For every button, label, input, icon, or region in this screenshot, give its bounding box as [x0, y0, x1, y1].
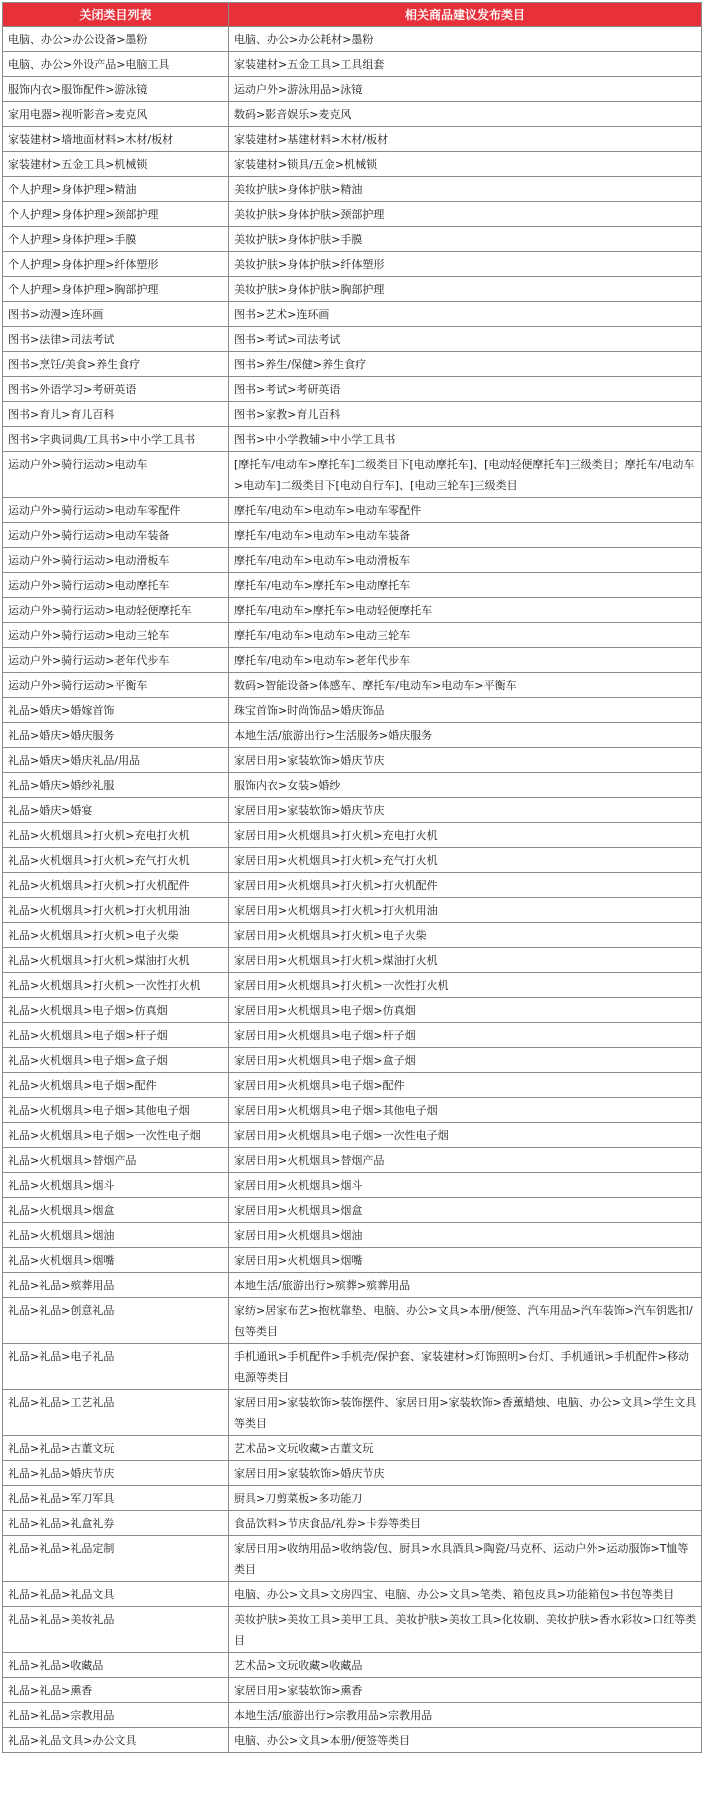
suggested-category-cell: 家居日用>家装软饰>婚庆节庆 — [229, 798, 702, 823]
closed-category-cell: 礼品>婚庆>婚纱礼服 — [3, 773, 229, 798]
closed-category-cell: 礼品>婚庆>婚庆礼品/用品 — [3, 748, 229, 773]
closed-category-cell: 图书>烹饪/美食>养生食疗 — [3, 352, 229, 377]
suggested-category-cell: 家居日用>家装软饰>婚庆节庆 — [229, 1461, 702, 1486]
table-row — [3, 1048, 702, 1073]
header-suggested-categories: 相关商品建议发布类目 — [229, 3, 702, 27]
suggested-category-cell: 摩托车/电动车>电动车>电动滑板车 — [229, 548, 702, 573]
table-row — [3, 77, 702, 102]
closed-category-cell: 礼品>礼品>创意礼品 — [3, 1298, 229, 1344]
suggested-category-cell: [摩托车/电动车>摩托车]二级类目下[电动摩托车]、[电动轻便摩托车]三级类目；摩托车/电动车>电动车]二级类目下[电动自行车]、[电动三轮车]三级类目 — [229, 452, 702, 498]
table-row — [3, 1511, 702, 1536]
table-row — [3, 973, 702, 998]
closed-category-cell: 运动户外>骑行运动>老年代步车 — [3, 648, 229, 673]
suggested-category-cell: 家居日用>火机烟具>电子烟>盒子烟 — [229, 1048, 702, 1073]
suggested-category-cell: 美妆护肤>身体护肤>精油 — [229, 177, 702, 202]
table-row — [3, 1653, 702, 1678]
suggested-category-cell: 手机通讯>手机配件>手机壳/保护套、家装建材>灯饰照明>台灯、手机通讯>手机配件>移动电源等类目 — [229, 1344, 702, 1390]
table-row — [3, 452, 702, 498]
closed-category-cell: 礼品>火机烟具>打火机>煤油打火机 — [3, 948, 229, 973]
suggested-category-cell: 家居日用>火机烟具>烟斗 — [229, 1173, 702, 1198]
suggested-category-cell: 数码>影音娱乐>麦克风 — [229, 102, 702, 127]
table-row — [3, 1223, 702, 1248]
table-row — [3, 1023, 702, 1048]
suggested-category-cell: 美妆护肤>身体护肤>颈部护理 — [229, 202, 702, 227]
suggested-category-cell: 家装建材>锁具/五金>机械锁 — [229, 152, 702, 177]
table-row — [3, 623, 702, 648]
table-row — [3, 573, 702, 598]
closed-category-cell: 礼品>礼品>殡葬用品 — [3, 1273, 229, 1298]
suggested-category-cell: 家居日用>火机烟具>打火机>充气打火机 — [229, 848, 702, 873]
closed-category-cell: 运动户外>骑行运动>电动车装备 — [3, 523, 229, 548]
suggested-category-cell: 家居日用>火机烟具>打火机>电子火柴 — [229, 923, 702, 948]
suggested-category-cell: 图书>考试>考研英语 — [229, 377, 702, 402]
closed-category-cell: 礼品>礼品>收藏品 — [3, 1653, 229, 1678]
closed-category-cell: 礼品>礼品>熏香 — [3, 1678, 229, 1703]
table-row — [3, 327, 702, 352]
suggested-category-cell: 家纺>居家布艺>抱枕靠垫、电脑、办公>文具>本册/便签、汽车用品>汽车装饰>汽车钥匙扣/包等类目 — [229, 1298, 702, 1344]
closed-category-cell: 礼品>火机烟具>打火机>充气打火机 — [3, 848, 229, 873]
table-row — [3, 1390, 702, 1436]
table-row — [3, 302, 702, 327]
suggested-category-cell: 摩托车/电动车>摩托车>电动摩托车 — [229, 573, 702, 598]
suggested-category-cell: 图书>艺术>连环画 — [229, 302, 702, 327]
closed-category-cell: 家用电器>视听影音>麦克风 — [3, 102, 229, 127]
closed-category-cell: 礼品>火机烟具>打火机>一次性打火机 — [3, 973, 229, 998]
table-row — [3, 548, 702, 573]
closed-category-cell: 运动户外>骑行运动>电动轻便摩托车 — [3, 598, 229, 623]
table-row — [3, 1298, 702, 1344]
table-row — [3, 1678, 702, 1703]
suggested-category-cell: 美妆护肤>身体护肤>手膜 — [229, 227, 702, 252]
table-row — [3, 998, 702, 1023]
closed-category-cell: 图书>育儿>育儿百科 — [3, 402, 229, 427]
table-row — [3, 923, 702, 948]
table-row — [3, 723, 702, 748]
table-header-row — [3, 3, 702, 27]
suggested-category-cell: 运动户外>游泳用品>泳镜 — [229, 77, 702, 102]
closed-category-cell: 礼品>礼品>礼盒礼券 — [3, 1511, 229, 1536]
closed-category-cell: 礼品>火机烟具>电子烟>仿真烟 — [3, 998, 229, 1023]
table-row — [3, 427, 702, 452]
suggested-category-cell: 家居日用>火机烟具>烟嘴 — [229, 1248, 702, 1273]
table-row — [3, 402, 702, 427]
table-row — [3, 1582, 702, 1607]
closed-category-cell: 礼品>火机烟具>烟嘴 — [3, 1248, 229, 1273]
table-body — [3, 27, 702, 1753]
closed-category-cell: 运动户外>骑行运动>电动三轮车 — [3, 623, 229, 648]
suggested-category-cell: 家居日用>火机烟具>电子烟>杆子烟 — [229, 1023, 702, 1048]
table-row — [3, 1728, 702, 1753]
table-row — [3, 798, 702, 823]
closed-category-cell: 礼品>礼品>美妆礼品 — [3, 1607, 229, 1653]
table-row — [3, 1098, 702, 1123]
suggested-category-cell: 家装建材>五金工具>工具组套 — [229, 52, 702, 77]
table-row — [3, 102, 702, 127]
closed-category-cell: 礼品>火机烟具>烟盒 — [3, 1198, 229, 1223]
suggested-category-cell: 家居日用>火机烟具>打火机>打火机配件 — [229, 873, 702, 898]
suggested-category-cell: 图书>中小学教辅>中小学工具书 — [229, 427, 702, 452]
table-row — [3, 648, 702, 673]
table-row — [3, 252, 702, 277]
closed-category-cell: 礼品>火机烟具>电子烟>杆子烟 — [3, 1023, 229, 1048]
suggested-category-cell: 家居日用>火机烟具>电子烟>一次性电子烟 — [229, 1123, 702, 1148]
suggested-category-cell: 家居日用>家装软饰>装饰摆件、家居日用>家装软饰>香薰蜡烛、电脑、办公>文具>学生文具等类目 — [229, 1390, 702, 1436]
closed-category-cell: 运动户外>骑行运动>电动滑板车 — [3, 548, 229, 573]
suggested-category-cell: 本地生活/旅游出行>生活服务>婚庆服务 — [229, 723, 702, 748]
category-mapping-table — [2, 2, 702, 1753]
closed-category-cell: 礼品>婚庆>婚庆服务 — [3, 723, 229, 748]
header-closed-categories: 关闭类目列表 — [3, 3, 229, 27]
closed-category-cell: 礼品>火机烟具>烟油 — [3, 1223, 229, 1248]
table-row — [3, 377, 702, 402]
closed-category-cell: 礼品>婚庆>婚嫁首饰 — [3, 698, 229, 723]
suggested-category-cell: 本地生活/旅游出行>殡葬>殡葬用品 — [229, 1273, 702, 1298]
table-row — [3, 498, 702, 523]
table-row — [3, 1273, 702, 1298]
table-row — [3, 1536, 702, 1582]
suggested-category-cell: 电脑、办公>文具>文房四宝、电脑、办公>文具>笔类、箱包皮具>功能箱包>书包等类目 — [229, 1582, 702, 1607]
closed-category-cell: 电脑、办公>办公设备>墨粉 — [3, 27, 229, 52]
suggested-category-cell: 摩托车/电动车>摩托车>电动轻便摩托车 — [229, 598, 702, 623]
table-row — [3, 1123, 702, 1148]
suggested-category-cell: 艺术品>文玩收藏>古董文玩 — [229, 1436, 702, 1461]
suggested-category-cell: 数码>智能设备>体感车、摩托车/电动车>电动车>平衡车 — [229, 673, 702, 698]
closed-category-cell: 礼品>火机烟具>替烟产品 — [3, 1148, 229, 1173]
table-row — [3, 177, 702, 202]
table-row — [3, 823, 702, 848]
suggested-category-cell: 家居日用>火机烟具>电子烟>其他电子烟 — [229, 1098, 702, 1123]
closed-category-cell: 运动户外>骑行运动>电动车零配件 — [3, 498, 229, 523]
suggested-category-cell: 家居日用>火机烟具>打火机>充电打火机 — [229, 823, 702, 848]
closed-category-cell: 礼品>礼品>军刀军具 — [3, 1486, 229, 1511]
closed-category-cell: 个人护理>身体护理>精油 — [3, 177, 229, 202]
suggested-category-cell: 家居日用>火机烟具>烟油 — [229, 1223, 702, 1248]
suggested-category-cell: 家居日用>家装软饰>熏香 — [229, 1678, 702, 1703]
closed-category-cell: 礼品>礼品>电子礼品 — [3, 1344, 229, 1390]
closed-category-cell: 图书>字典词典/工具书>中小学工具书 — [3, 427, 229, 452]
table-row — [3, 1344, 702, 1390]
closed-category-cell: 礼品>火机烟具>电子烟>配件 — [3, 1073, 229, 1098]
table-row — [3, 1148, 702, 1173]
table-row — [3, 227, 702, 252]
table-row — [3, 152, 702, 177]
suggested-category-cell: 家居日用>火机烟具>打火机>一次性打火机 — [229, 973, 702, 998]
suggested-category-cell: 家居日用>火机烟具>打火机>打火机用油 — [229, 898, 702, 923]
suggested-category-cell: 食品饮料>节庆食品/礼券>卡券等类目 — [229, 1511, 702, 1536]
table-row — [3, 1173, 702, 1198]
table-row — [3, 1461, 702, 1486]
suggested-category-cell: 厨具>刀剪菜板>多功能刀 — [229, 1486, 702, 1511]
suggested-category-cell: 家居日用>家装软饰>婚庆节庆 — [229, 748, 702, 773]
table-row — [3, 277, 702, 302]
closed-category-cell: 家装建材>五金工具>机械锁 — [3, 152, 229, 177]
closed-category-cell: 个人护理>身体护理>颈部护理 — [3, 202, 229, 227]
category-table-container — [2, 2, 701, 1753]
closed-category-cell: 礼品>礼品>礼品文具 — [3, 1582, 229, 1607]
suggested-category-cell: 图书>考试>司法考试 — [229, 327, 702, 352]
table-row — [3, 1486, 702, 1511]
closed-category-cell: 个人护理>身体护理>胸部护理 — [3, 277, 229, 302]
suggested-category-cell: 家居日用>火机烟具>烟盒 — [229, 1198, 702, 1223]
table-row — [3, 1436, 702, 1461]
table-row — [3, 1703, 702, 1728]
table-row — [3, 898, 702, 923]
table-row — [3, 1607, 702, 1653]
table-row — [3, 773, 702, 798]
suggested-category-cell: 图书>家教>育儿百科 — [229, 402, 702, 427]
closed-category-cell: 运动户外>骑行运动>平衡车 — [3, 673, 229, 698]
closed-category-cell: 礼品>婚庆>婚宴 — [3, 798, 229, 823]
table-row — [3, 673, 702, 698]
suggested-category-cell: 本地生活/旅游出行>宗教用品>宗教用品 — [229, 1703, 702, 1728]
table-row — [3, 948, 702, 973]
suggested-category-cell: 家装建材>基建材料>木材/板材 — [229, 127, 702, 152]
table-row — [3, 27, 702, 52]
table-row — [3, 873, 702, 898]
suggested-category-cell: 家居日用>火机烟具>打火机>煤油打火机 — [229, 948, 702, 973]
suggested-category-cell: 家居日用>收纳用品>收纳袋/包、厨具>水具酒具>陶瓷/马克杯、运动户外>运动服饰>T恤等类目 — [229, 1536, 702, 1582]
closed-category-cell: 礼品>火机烟具>打火机>充电打火机 — [3, 823, 229, 848]
suggested-category-cell: 摩托车/电动车>电动车>电动车装备 — [229, 523, 702, 548]
closed-category-cell: 礼品>火机烟具>电子烟>一次性电子烟 — [3, 1123, 229, 1148]
closed-category-cell: 礼品>火机烟具>电子烟>其他电子烟 — [3, 1098, 229, 1123]
closed-category-cell: 礼品>火机烟具>打火机>打火机用油 — [3, 898, 229, 923]
table-row — [3, 1198, 702, 1223]
table-row — [3, 848, 702, 873]
suggested-category-cell: 家居日用>火机烟具>替烟产品 — [229, 1148, 702, 1173]
table-row — [3, 202, 702, 227]
closed-category-cell: 礼品>火机烟具>烟斗 — [3, 1173, 229, 1198]
suggested-category-cell: 艺术品>文玩收藏>收藏品 — [229, 1653, 702, 1678]
closed-category-cell: 电脑、办公>外设产品>电脑工具 — [3, 52, 229, 77]
closed-category-cell: 个人护理>身体护理>纤体塑形 — [3, 252, 229, 277]
table-row — [3, 52, 702, 77]
closed-category-cell: 礼品>礼品>古董文玩 — [3, 1436, 229, 1461]
suggested-category-cell: 美妆护肤>美妆工具>美甲工具、美妆护肤>美妆工具>化妆刷、美妆护肤>香水彩妆>口红等类目 — [229, 1607, 702, 1653]
suggested-category-cell: 服饰内衣>女装>婚纱 — [229, 773, 702, 798]
suggested-category-cell: 电脑、办公>文具>本册/便签等类目 — [229, 1728, 702, 1753]
closed-category-cell: 礼品>火机烟具>打火机>电子火柴 — [3, 923, 229, 948]
table-row — [3, 598, 702, 623]
table-row — [3, 698, 702, 723]
closed-category-cell: 礼品>礼品文具>办公文具 — [3, 1728, 229, 1753]
closed-category-cell: 运动户外>骑行运动>电动摩托车 — [3, 573, 229, 598]
closed-category-cell: 服饰内衣>服饰配件>游泳镜 — [3, 77, 229, 102]
closed-category-cell: 礼品>礼品>婚庆节庆 — [3, 1461, 229, 1486]
suggested-category-cell: 珠宝首饰>时尚饰品>婚庆饰品 — [229, 698, 702, 723]
table-row — [3, 1248, 702, 1273]
table-row — [3, 352, 702, 377]
closed-category-cell: 图书>动漫>连环画 — [3, 302, 229, 327]
suggested-category-cell: 美妆护肤>身体护肤>纤体塑形 — [229, 252, 702, 277]
suggested-category-cell: 家居日用>火机烟具>电子烟>仿真烟 — [229, 998, 702, 1023]
closed-category-cell: 个人护理>身体护理>手膜 — [3, 227, 229, 252]
table-row — [3, 523, 702, 548]
closed-category-cell: 图书>法律>司法考试 — [3, 327, 229, 352]
suggested-category-cell: 电脑、办公>办公耗材>墨粉 — [229, 27, 702, 52]
closed-category-cell: 家装建材>墙地面材料>木材/板材 — [3, 127, 229, 152]
suggested-category-cell: 摩托车/电动车>电动车>老年代步车 — [229, 648, 702, 673]
table-row — [3, 1073, 702, 1098]
table-row — [3, 748, 702, 773]
closed-category-cell: 礼品>火机烟具>电子烟>盒子烟 — [3, 1048, 229, 1073]
suggested-category-cell: 家居日用>火机烟具>电子烟>配件 — [229, 1073, 702, 1098]
suggested-category-cell: 摩托车/电动车>电动车>电动三轮车 — [229, 623, 702, 648]
closed-category-cell: 礼品>礼品>工艺礼品 — [3, 1390, 229, 1436]
closed-category-cell: 运动户外>骑行运动>电动车 — [3, 452, 229, 498]
table-row — [3, 127, 702, 152]
suggested-category-cell: 摩托车/电动车>电动车>电动车零配件 — [229, 498, 702, 523]
closed-category-cell: 图书>外语学习>考研英语 — [3, 377, 229, 402]
suggested-category-cell: 图书>养生/保健>养生食疗 — [229, 352, 702, 377]
suggested-category-cell: 美妆护肤>身体护肤>胸部护理 — [229, 277, 702, 302]
closed-category-cell: 礼品>礼品>礼品定制 — [3, 1536, 229, 1582]
closed-category-cell: 礼品>火机烟具>打火机>打火机配件 — [3, 873, 229, 898]
closed-category-cell: 礼品>礼品>宗教用品 — [3, 1703, 229, 1728]
